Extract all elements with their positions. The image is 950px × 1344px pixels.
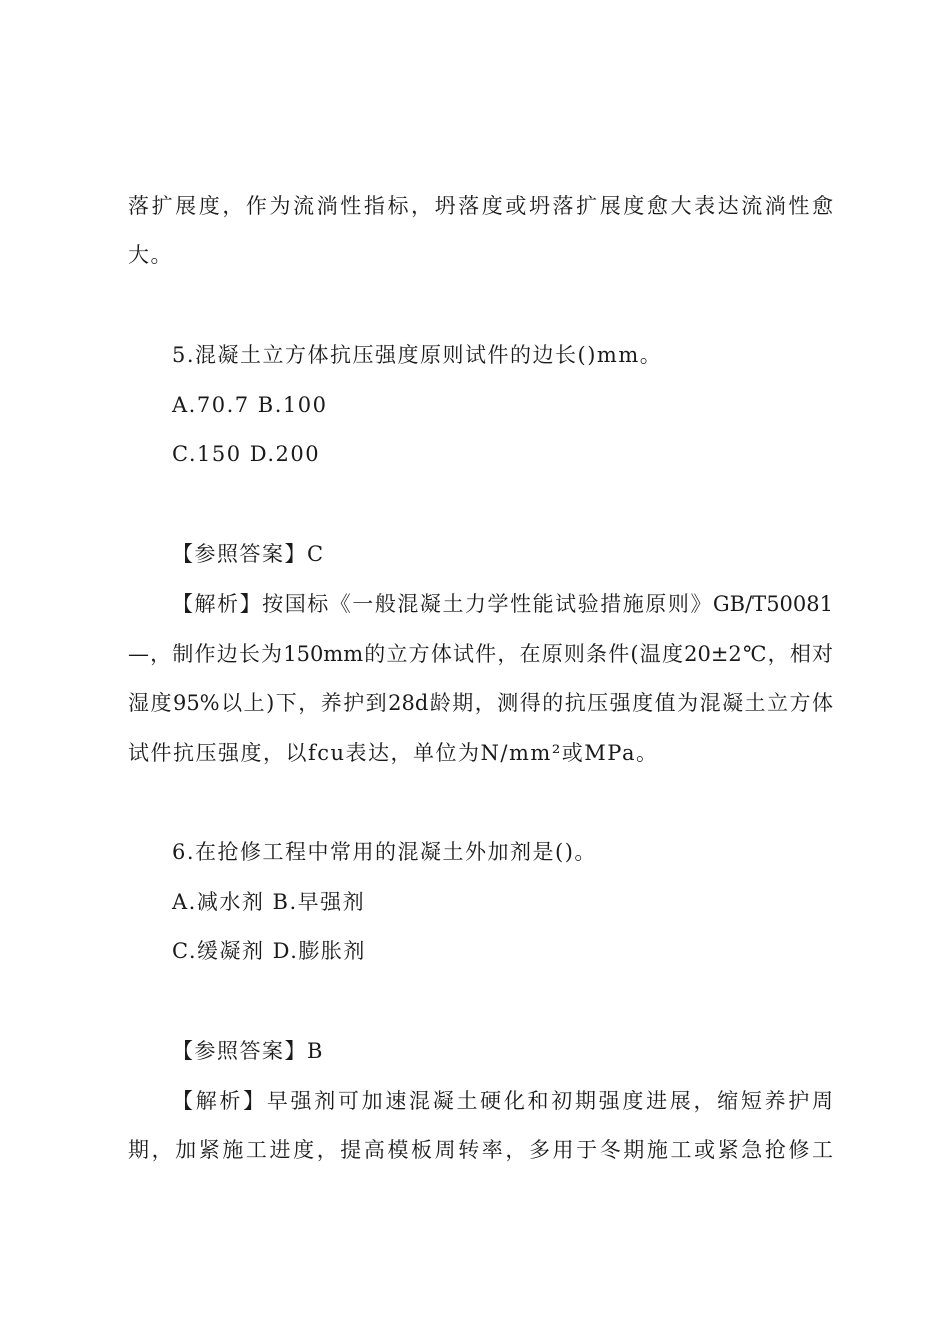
question-5-options-ab: A.70.7 B.100: [172, 393, 328, 417]
question-6-text: 6.在抢修工程中常用的混凝土外加剂是()。: [172, 840, 597, 864]
question-5-answer: 【参照答案】C: [172, 542, 325, 566]
question-6-options-ab: A.减水剂 B.早强剂: [172, 890, 366, 914]
intro-text-line-1: 落扩展度，作为流淌性指标，坍落度或坍落扩展度愈大表达流淌性愈: [128, 194, 833, 218]
question-5-analysis-line-3: 湿度95%以上)下，养护到28d龄期，测得的抗压强度值为混凝土立方体: [128, 691, 833, 715]
question-6-analysis-line-2: 期，加紧施工进度，提高模板周转率，多用于冬期施工或紧急抢修工: [128, 1138, 833, 1162]
question-6-answer: 【参照答案】B: [172, 1039, 324, 1063]
question-6-analysis-line-1: 【解析】早强剂可加速混凝土硬化和初期强度进展，缩短养护周: [172, 1089, 833, 1113]
intro-text-line-2: 大。: [128, 243, 173, 267]
question-5-analysis-line-4: 试件抗压强度，以fcu表达，单位为N/mm²或MPa。: [128, 741, 659, 765]
question-6-options-cd: C.缓凝剂 D.膨胀剂: [172, 939, 366, 963]
question-5-options-cd: C.150 D.200: [172, 442, 321, 466]
question-5-analysis-line-1: 【解析】按国标《一般混凝土力学性能试验措施原则》GB/T50081: [172, 592, 833, 616]
question-5-analysis-line-2: —，制作边长为150mm的立方体试件，在原则条件(温度20±2℃，相对: [128, 642, 833, 666]
question-5-text: 5.混凝土立方体抗压强度原则试件的边长()mm。: [172, 343, 663, 367]
